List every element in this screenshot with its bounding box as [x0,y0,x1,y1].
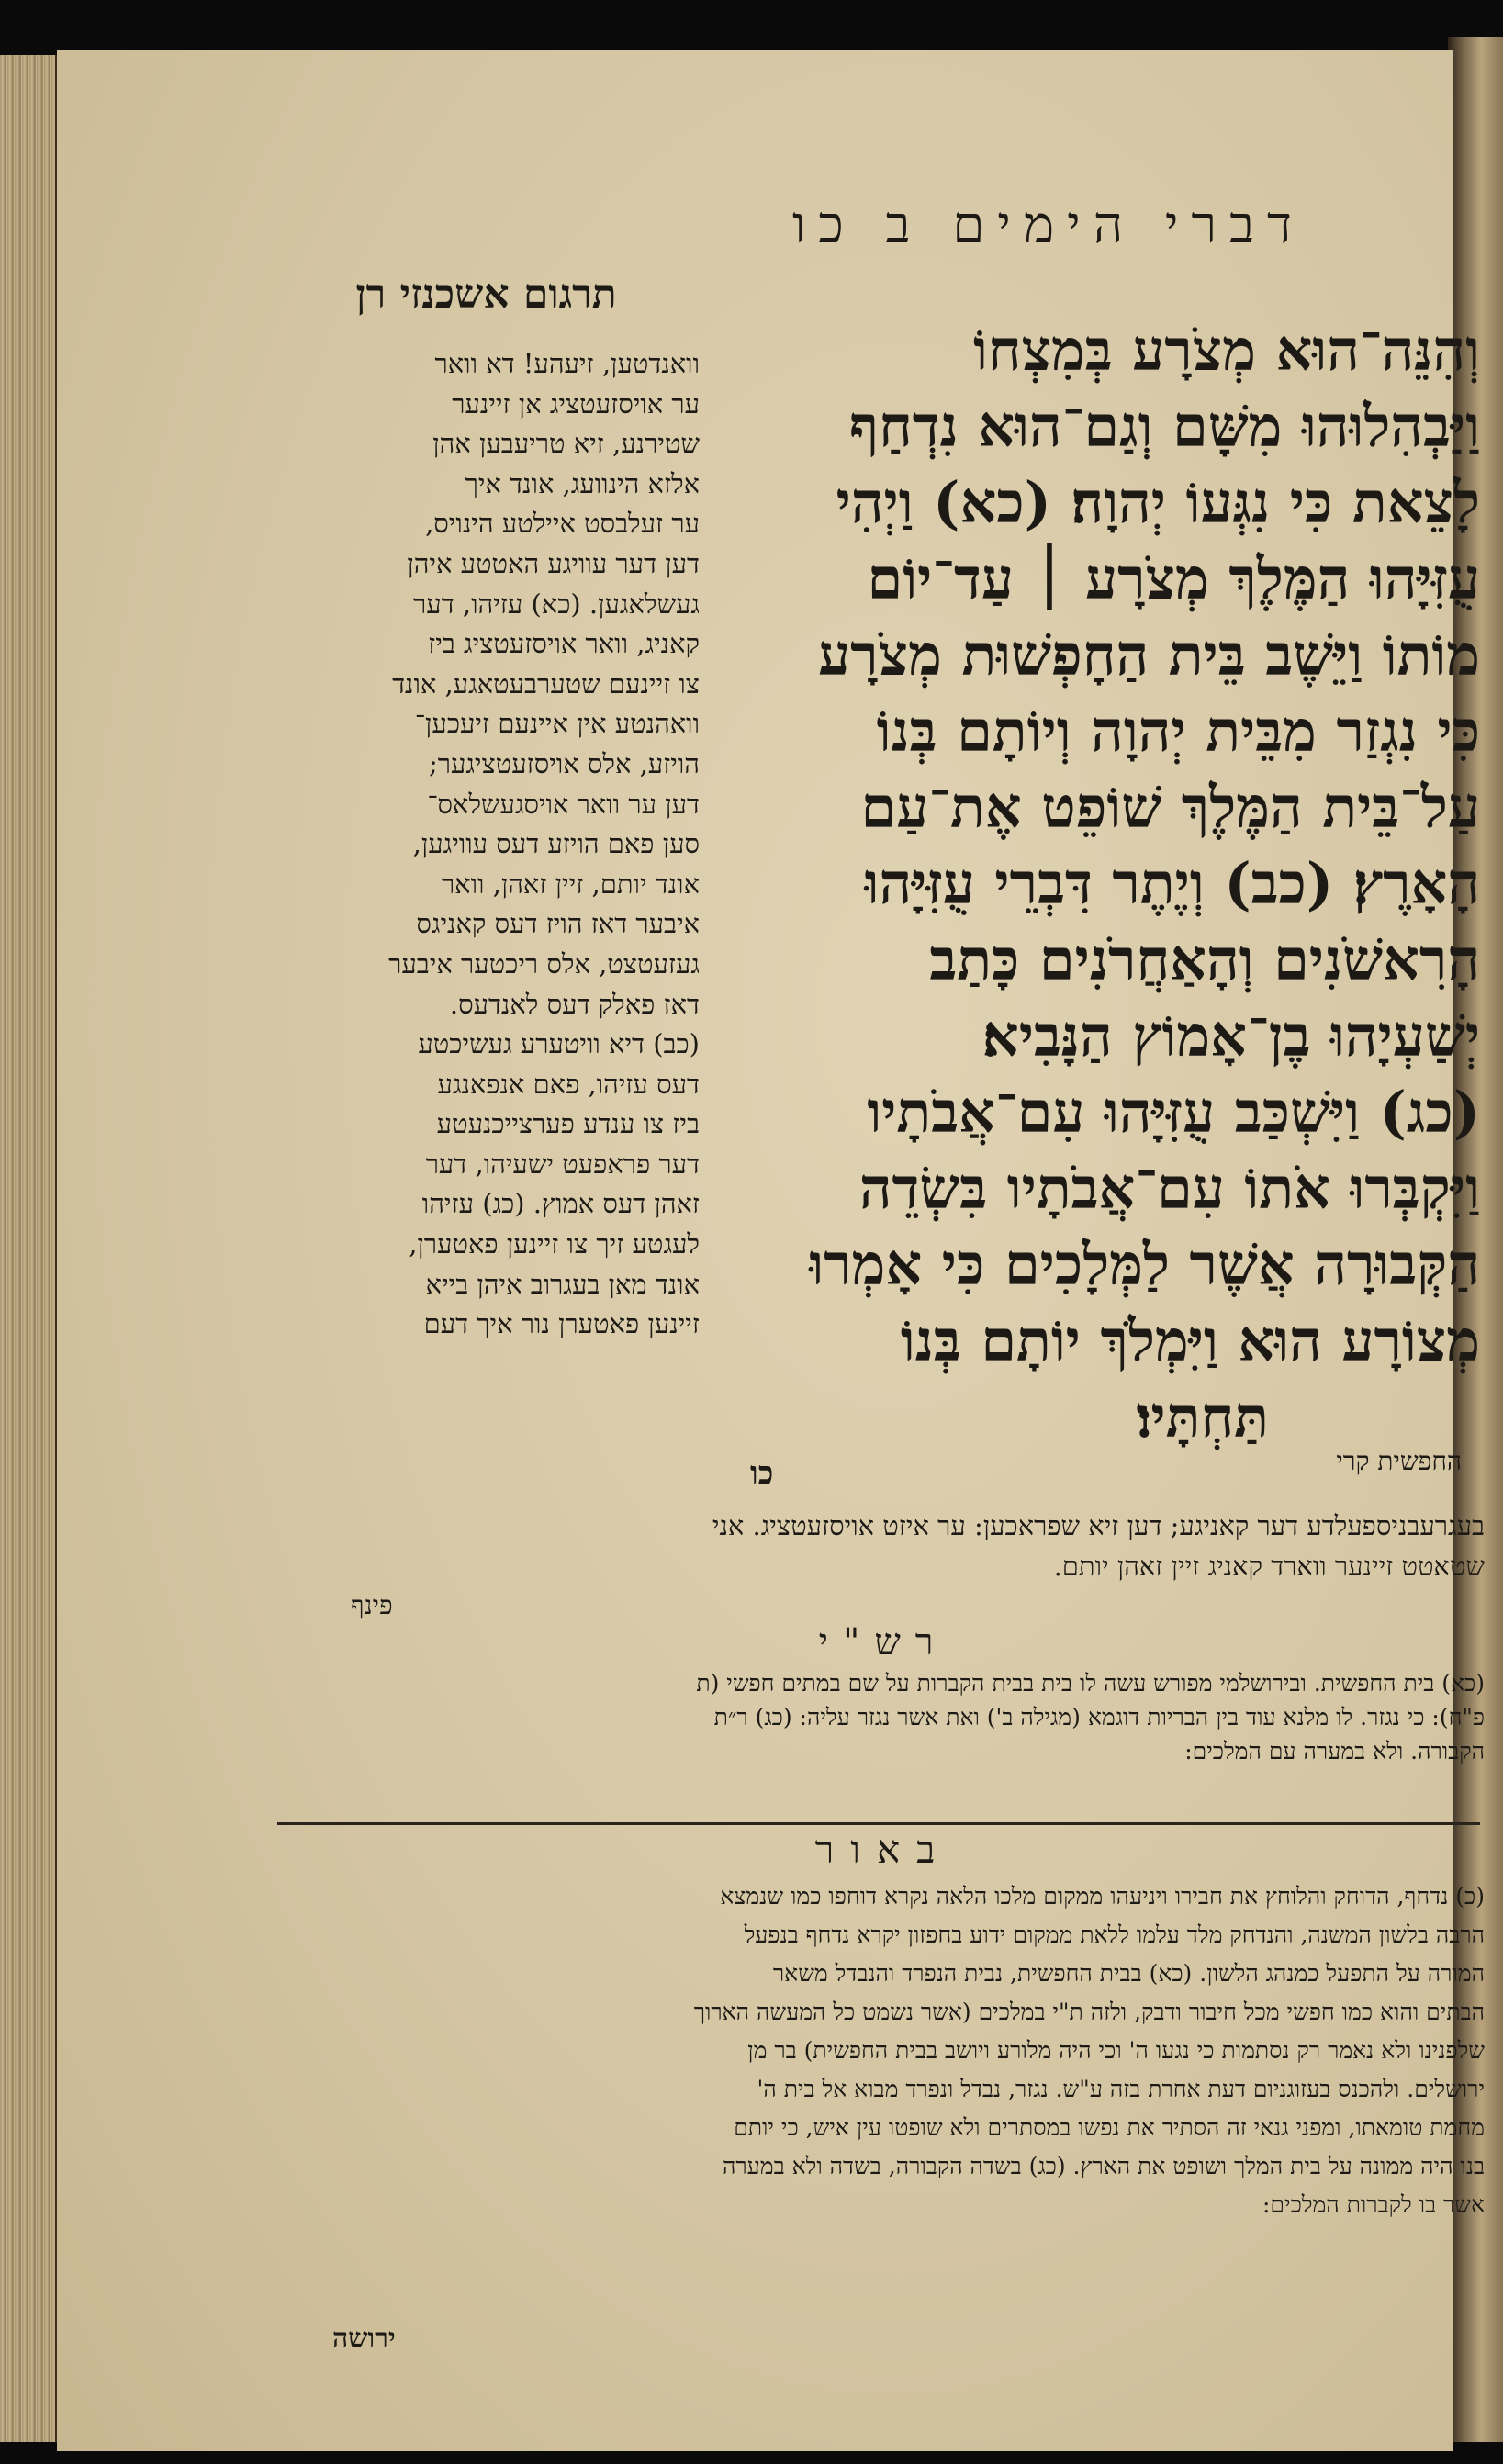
ketiv-qere-note: החפשית קרי [1336,1446,1462,1476]
hebrew-line: יְשַׁעְיָהוּ בֶן־אָמוֹץ הַנָּבִיא׃ [981,1002,1480,1070]
translation-continuation [264,1506,1485,1586]
rashi-line: פ"ח): כי נגזר. לו מלנא עוד בין הבריות דוגמא (מגילה ב') ואת אשר נגזר עליה: (כג) ר״ת [713,1704,1485,1730]
translation-line: צו זיינעם שטערבעטאגע, אונד [392,667,700,700]
running-title-translation: תרגום אשכנזי רן [355,271,617,318]
translation-line: ער אויסזעטציג אן זיינער [452,387,700,420]
running-title-hebrew: דברי הימים ב כו [792,196,1305,255]
hebrew-line: הָרִאשֹׁנִים וְהָאַחֲרֹנִים כָּתַב [929,926,1480,993]
biur-line: מחמת טומאתו, ומפני גנאי זה הסתיר את נפשו במסתרים ולא שופטו עין איש, כי יותם [734,2114,1485,2141]
translation-line: דער פראפעט ישעיהו, דער [425,1148,700,1180]
translation-line: וואנדטען, זיעהע! דא וואר [434,348,700,379]
translation-line: זאהן דעס אמוץ. (כג) עזיהו [421,1188,700,1220]
section-divider [277,1822,1480,1825]
translation-line: געשלאגען. (כא) עזיהו, דער [413,588,700,620]
catchword-pinah: פינף [351,1590,393,1620]
translation-line: געזעטצט, אלס ריכטער איבער [388,947,700,980]
translation-line: אלזא הינוועג, אונד איך [465,467,700,499]
book-page [57,50,1485,2451]
translation-line: דען ער וואר אויסגעשלאס־ [427,788,700,820]
translation-line: (כב) דיא וויטערע געשיכטע [418,1028,700,1060]
book-page-edges [0,55,58,2442]
hebrew-biblical-text [727,312,1480,1455]
translation-line: קאניג, וואר אויסזעטציג ביז [428,628,700,660]
translation-line: זיינען פאטערן נור איך דעם [423,1308,700,1340]
hebrew-line: כִּי נִגְזַר מִבֵּית יְהוָה וְיוֹתָם בְּנוֹ [876,698,1480,765]
biur-line: בנו היה ממונה על בית המלך ושופט את הארץ. (כג) בשדה הקבורה, בשדה ולא במערה [723,2153,1485,2179]
rashi-commentary [273,1666,1485,1768]
biur-commentary [273,1877,1485,2224]
german-translation-column [268,344,700,1345]
biur-line: הבתים והוא כמו חפשי מכל חיבור ודבק, ולזה ת"י במלכים (אשר נשמט כל המעשה הארוך [693,1999,1485,2025]
translation-line: לעגטע זיך צו זיינען פאטערן, [409,1228,700,1260]
hebrew-line: תַּחְתָּיו׃ [1136,1383,1269,1450]
rashi-heading: רש"י [818,1621,948,1663]
hebrew-line: וַיִּקְבְּרוּ אֹתוֹ עִם־אֲבֹתָיו בִּשְׂדֵה [858,1155,1480,1222]
hebrew-line: עֻזִּיָּהוּ הַמֶּלֶךְ מְצֹרָע ׀ עַד־יוֹם [867,545,1480,612]
biur-line: אשר בו לקברות המלכים: [1262,2191,1485,2218]
translation-line: אונד מאן בעגרוב איהן בייא [425,1268,700,1300]
biur-line: (כ) נדחף, הדוחק והלוחץ את חבירו ויניעהו ממקום מלכו הלאה נקרא דוחפו כמו שנמצא [720,1883,1485,1910]
translation-line: שטירנע, זיא טריעבען אהן [432,428,700,460]
chapter-number: כו [750,1455,774,1492]
rashi-line: הקבורה. ולא במערה עם המלכים: [1184,1738,1485,1764]
hebrew-line: עַל־בֵּית הַמֶּלֶךְ שׁוֹפֵט אֶת־עַם [860,774,1480,841]
hebrew-line: וַיַּבְהִלוּהוּ מִשָּׁם וְגַם־הוּא נִדְחַף [848,393,1480,460]
translation-line: איבער דאז הויז דעס קאניגס [416,908,700,940]
page-catchword: ירושה [332,2323,396,2355]
translation-line: הויזע, אלס אויסזעטציגער; [428,747,700,779]
hebrew-line: לָצֵאת כִּי נִגְּעוֹ יְהוָה׃ (כא) וַיְהִי [836,469,1480,536]
biur-heading: באור [814,1827,952,1872]
biur-line: המורה על התפעל כמנהג הלשון. (כא) בבית החפשית, נבית הנפרד והנבדל משאר [772,1960,1485,1987]
biur-line: שלפנינו ולא נאמר רק נסתמות כי נגעו ה' וכי היה מלורע ויושב בבית החפשית) בר מן [747,2037,1485,2064]
translation-line: ביז צו ענדע פערצייכנעטע [436,1108,700,1140]
translation-line: אונד יותם, זיין זאהן, וואר [441,868,700,900]
hebrew-line: מוֹתוֹ וַיֵּשֶׁב בֵּית הַחָפְשׁוּת מְצֹרָע [818,622,1480,689]
translation-line: ער זעלבסט איילטע הינויס, [425,508,700,540]
translation-line: שטאטט זיינער ווארד קאניג זיין זאהן יותם. [1053,1551,1485,1582]
hebrew-line: וְהִנֵּה־הוּא מְצֹרָע בְּמִצְחוֹ [972,317,1480,384]
rashi-line: (כא) בית החפשית. ובירושלמי מפורש עשה לו בית בבית הקברות על שם במתים חפשי (ת [696,1670,1485,1697]
hebrew-line: מְצוֹרָע הוּא וַיִּמְלֹךְ יוֹתָם בְּנוֹ [900,1307,1480,1374]
biur-line: ירושלים. ולהכנס בעזוגניום דעת אחרת בזה ע"ש. נגזר, נבדל ונפרד מבוא אל בית ה' [757,2076,1485,2102]
translation-line: דעס עזיהו, פאם אנפאנגע [437,1068,700,1100]
translation-line: דען דער עוויגע האטטע איהן [407,547,700,579]
translation-line: דאז פאלק דעס לאנדעס. [449,988,700,1020]
hebrew-line: הָאָרֶץ׃ (כב) וְיֶתֶר דִּבְרֵי עֻזִּיָּהוּ [864,850,1480,917]
translation-line: סען פאם הויזע דעס עוויגען, [412,828,700,860]
biur-line: הרבה בלשון המשנה, והנדחק מלד עלמו ללאת ממקום ידוע בחפזון יקרא נדחף בנפעל [744,1921,1485,1948]
translation-line: וואהנטע אין איינעם זיעכען־ [414,708,700,740]
hebrew-line: (כג) וַיִּשְׁכַּב עֻזִּיָּהוּ עִם־אֲבֹתָיו [867,1079,1480,1146]
translation-line: בעגרעבניספעלדע דער קאניגע; דען זיא שפראכען: ער איזט אויסזעטציג. אני [712,1510,1485,1541]
hebrew-line: הַקְּבוּרָה אֲשֶׁר לַמְּלָכִים כִּי אָמְרוּ [809,1231,1480,1298]
